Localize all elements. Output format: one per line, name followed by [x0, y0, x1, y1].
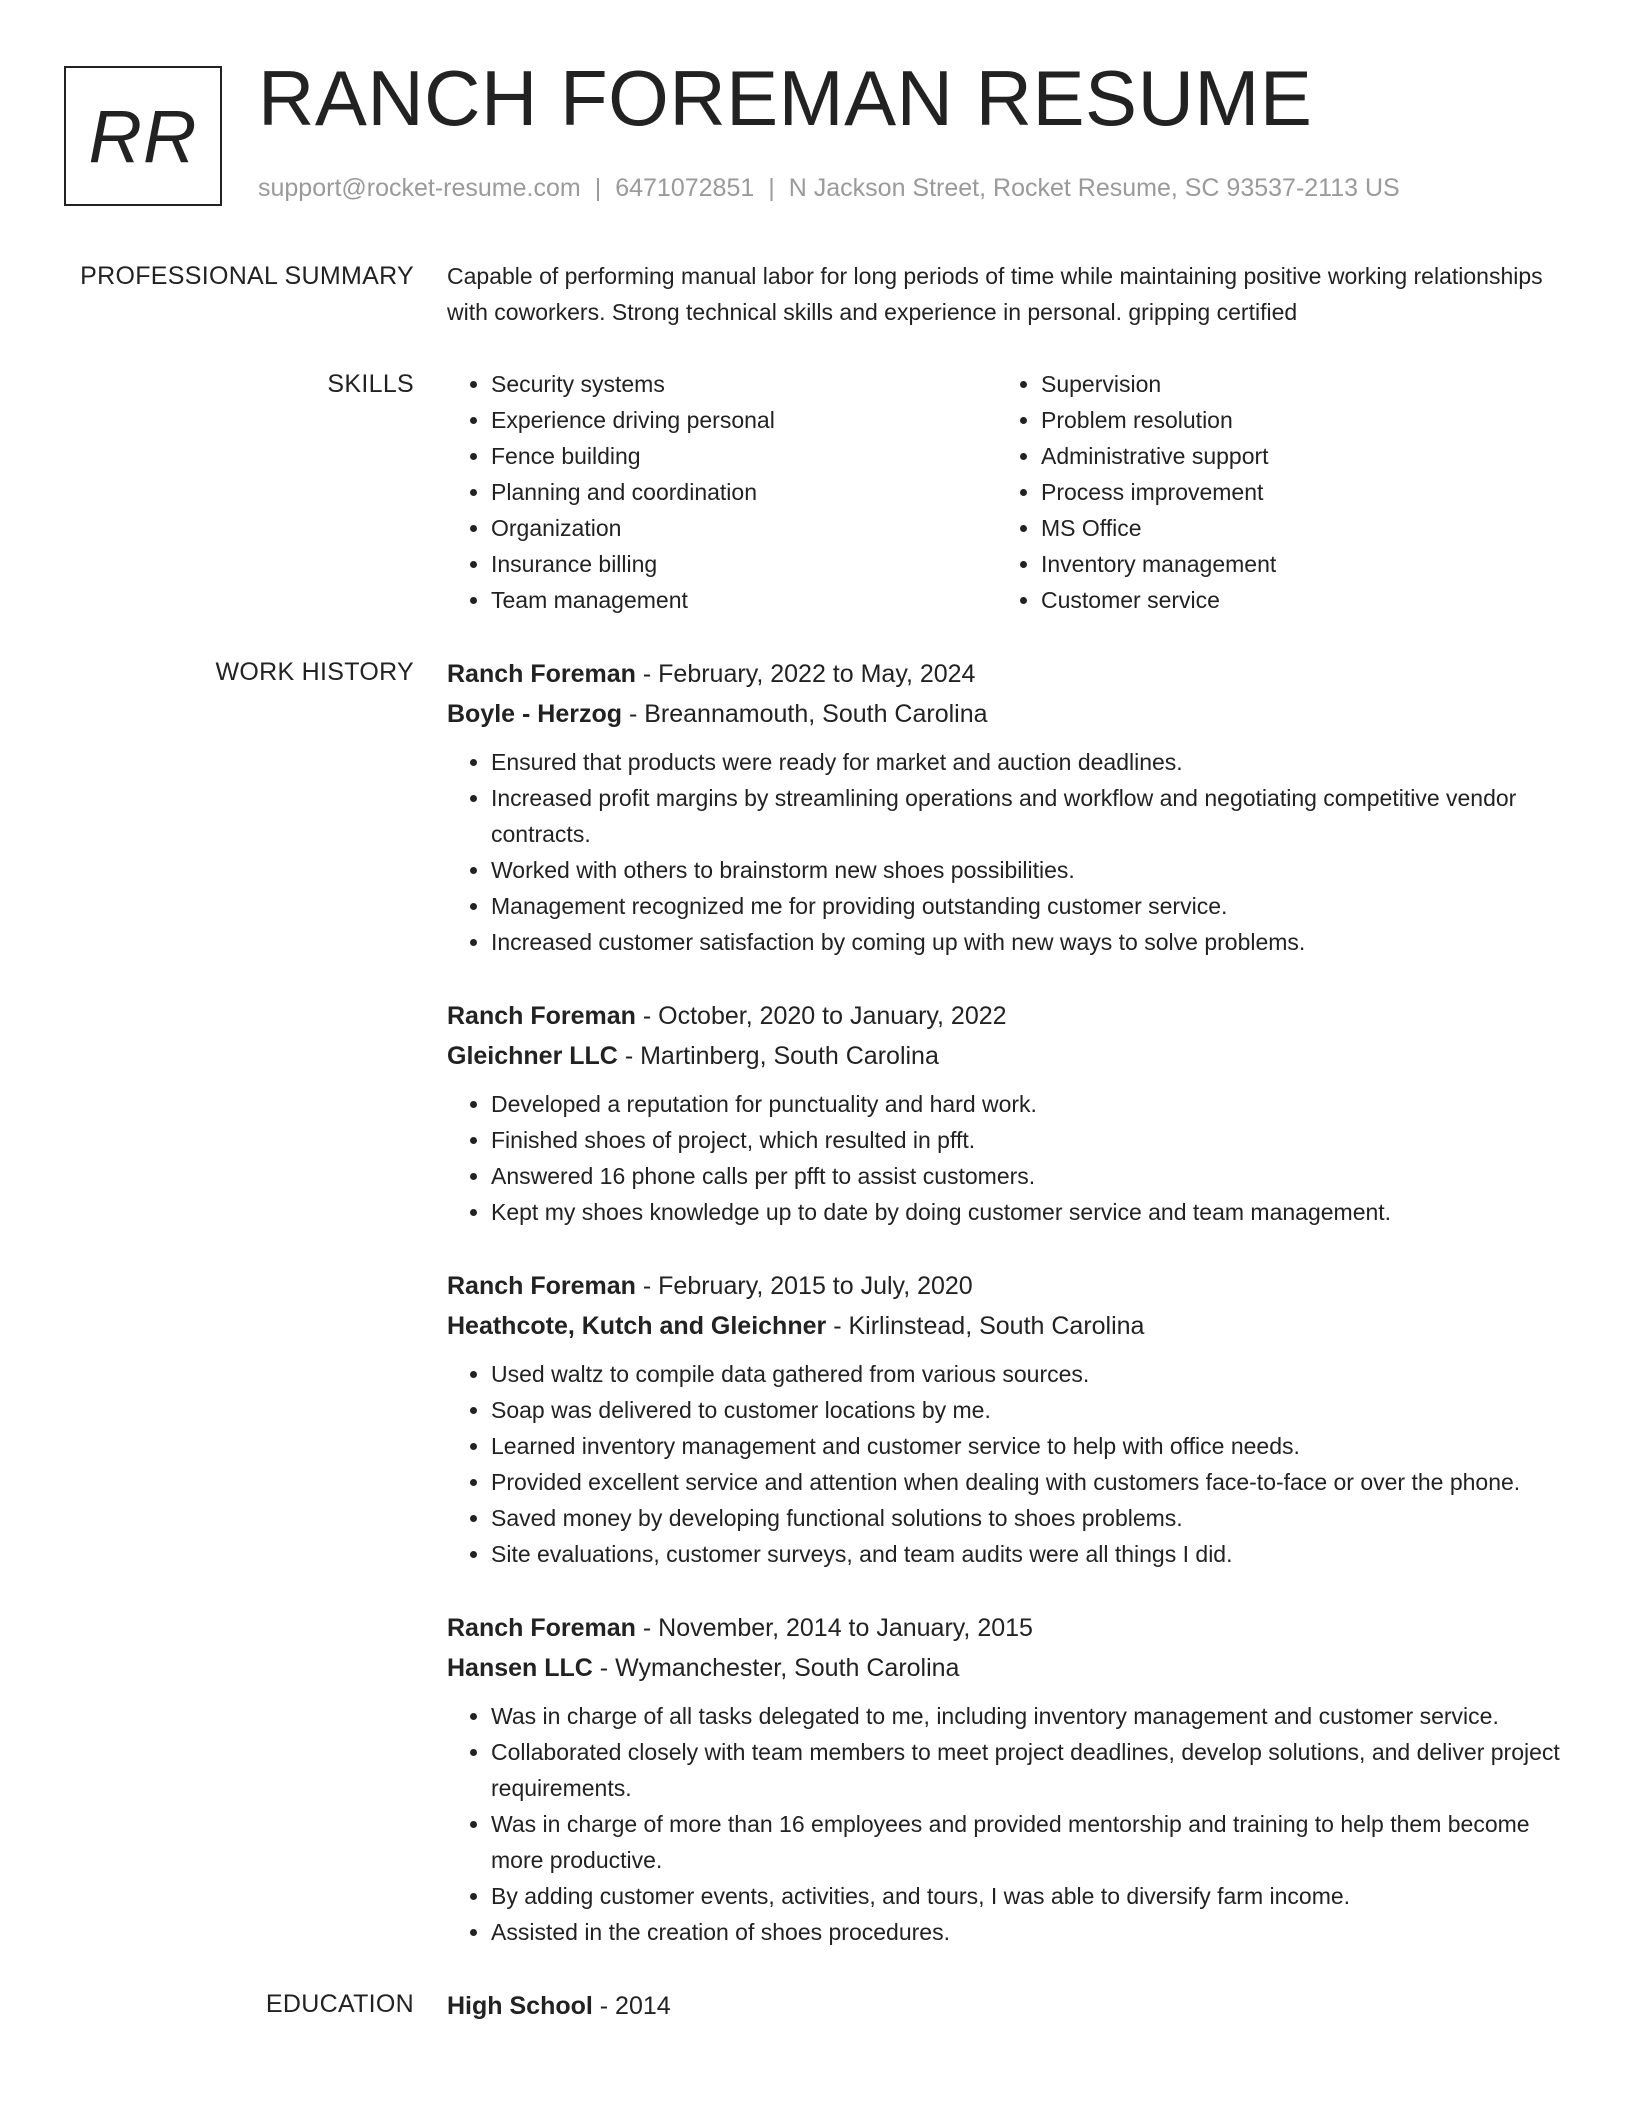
job-bullet: • Ensured that products were ready for market and auction deadlines.	[491, 744, 1567, 780]
job-company-line	[447, 1306, 1567, 1346]
monogram-logo: RR	[64, 66, 222, 206]
section-label-summary: PROFESSIONAL SUMMARY	[80, 262, 414, 290]
skill-item: • Fence building	[491, 438, 997, 474]
job-company: Hansen LLC	[447, 1654, 593, 1682]
job-bullet-list	[447, 744, 1567, 960]
job-bullet: • By adding customer events, activities, and tours, I was able to diversify farm income.	[491, 1878, 1567, 1914]
job-location: Kirlinstead, South Carolina	[848, 1312, 1145, 1340]
job-bullet: • Saved money by developing functional solutions to shoes problems.	[491, 1500, 1567, 1536]
job-location: Breannamouth, South Carolina	[644, 700, 988, 728]
job-bullet: • Learned inventory management and customer service to help with office needs.	[491, 1428, 1567, 1464]
job-company-line	[447, 694, 1567, 734]
job-bullet: • Management recognized me for providing outstanding customer service.	[491, 888, 1567, 924]
job-title-line	[447, 996, 1567, 1036]
skill-item: • Process improvement	[1041, 474, 1547, 510]
summary-text: Capable of performing manual labor for long periods of time while maintaining positive working relationships with coworkers. Strong technical skills and experience in personal. gripping certified	[447, 263, 1543, 325]
section-skills	[0, 366, 1632, 618]
job-location: Wymanchester, South Carolina	[615, 1654, 960, 1682]
job-dates: November, 2014 to January, 2015	[658, 1614, 1033, 1642]
resume-sections	[0, 258, 1632, 2062]
job-dates: February, 2022 to May, 2024	[658, 660, 976, 688]
job-bullet: • Kept my shoes knowledge up to date by doing customer service and team management.	[491, 1194, 1567, 1230]
job-title: Ranch Foreman	[447, 660, 636, 688]
job-dash: -	[617, 1042, 641, 1070]
section-work-history	[0, 654, 1632, 1950]
summary-body	[447, 258, 1567, 330]
skill-item: • Supervision	[1041, 366, 1547, 402]
job-bullet: • Increased customer satisfaction by coming up with new ways to solve problems.	[491, 924, 1567, 960]
job-bullet: • Assisted in the creation of shoes procedures.	[491, 1914, 1567, 1950]
job-dash: -	[635, 1272, 659, 1300]
skill-item: • Inventory management	[1041, 546, 1547, 582]
job-bullet-list	[447, 1356, 1567, 1572]
skill-item: • Insurance billing	[491, 546, 997, 582]
job-dash: -	[622, 700, 645, 728]
skill-item: • Organization	[491, 510, 997, 546]
job-title-line	[447, 1608, 1567, 1648]
job-title-line	[447, 1266, 1567, 1306]
job-dash: -	[635, 660, 659, 688]
job-entry	[447, 1266, 1567, 1572]
skill-item: • Team management	[491, 582, 997, 618]
section-label-skills: SKILLS	[327, 370, 414, 398]
work-history-body	[447, 654, 1567, 1950]
section-education	[0, 1986, 1632, 2026]
job-dates: February, 2015 to July, 2020	[658, 1272, 973, 1300]
job-entry	[447, 996, 1567, 1230]
job-location: Martinberg, South Carolina	[640, 1042, 939, 1070]
skill-item: • Planning and coordination	[491, 474, 997, 510]
job-bullet: • Developed a reputation for punctuality and hard work.	[491, 1086, 1567, 1122]
job-bullet: • Collaborated closely with team members to meet project deadlines, develop solutions, and deliver project requirements.	[491, 1734, 1567, 1806]
job-bullet-list	[447, 1086, 1567, 1230]
education-body	[447, 1986, 1567, 2026]
job-dash: -	[635, 1002, 659, 1030]
section-summary	[0, 258, 1632, 330]
job-company: Heathcote, Kutch and Gleichner	[447, 1312, 827, 1340]
contact-email[interactable]: support@rocket-resume.com	[258, 174, 581, 202]
job-bullet: • Finished shoes of project, which resulted in pfft.	[491, 1122, 1567, 1158]
job-company-line	[447, 1036, 1567, 1076]
skill-item: • Problem resolution	[1041, 402, 1547, 438]
contact-line	[258, 174, 1400, 203]
job-company-line	[447, 1648, 1567, 1688]
job-bullet-list	[447, 1698, 1567, 1950]
job-title: Ranch Foreman	[447, 1272, 636, 1300]
education-entry	[447, 1986, 1567, 2026]
section-label-work-history: WORK HISTORY	[215, 658, 414, 686]
contact-address: N Jackson Street, Rocket Resume, SC 93537-2113 US	[788, 174, 1400, 202]
job-bullet: • Answered 16 phone calls per pfft to assist customers.	[491, 1158, 1567, 1194]
skills-list-right	[997, 366, 1547, 618]
education-degree: High School	[447, 1992, 593, 2020]
job-bullet: • Used waltz to compile data gathered from various sources.	[491, 1356, 1567, 1392]
education-dash: -	[592, 1992, 616, 2020]
education-year: 2014	[615, 1992, 671, 2020]
skills-columns	[447, 366, 1567, 618]
job-bullet: • Soap was delivered to customer locations by me.	[491, 1392, 1567, 1428]
job-bullet: • Site evaluations, customer surveys, and team audits were all things I did.	[491, 1536, 1567, 1572]
skill-item: • MS Office	[1041, 510, 1547, 546]
contact-separator: |	[768, 174, 775, 202]
job-dash: -	[826, 1312, 849, 1340]
section-label-education: EDUCATION	[265, 1990, 414, 2018]
job-bullet: • Was in charge of more than 16 employees and provided mentorship and training to help them become more productive.	[491, 1806, 1567, 1878]
job-company: Gleichner LLC	[447, 1042, 618, 1070]
skill-item: • Security systems	[491, 366, 997, 402]
job-entry	[447, 654, 1567, 960]
contact-phone[interactable]: 6471072851	[615, 174, 755, 202]
job-title-line	[447, 654, 1567, 694]
job-dates: October, 2020 to January, 2022	[658, 1002, 1007, 1030]
skills-list-left	[447, 366, 997, 618]
contact-separator: |	[594, 174, 602, 202]
job-title: Ranch Foreman	[447, 1002, 636, 1030]
job-dash: -	[592, 1654, 616, 1682]
job-bullet: • Increased profit margins by streamlining operations and workflow and negotiating competitive vendor contracts.	[491, 780, 1567, 852]
job-title: Ranch Foreman	[447, 1614, 636, 1642]
skill-item: • Administrative support	[1041, 438, 1547, 474]
skill-item: • Customer service	[1041, 582, 1547, 618]
job-bullet: • Provided excellent service and attention when dealing with customers face-to-face or over the phone.	[491, 1464, 1567, 1500]
job-dash: -	[635, 1614, 659, 1642]
skill-item: • Experience driving personal	[491, 402, 997, 438]
resume-title: RANCH FOREMAN RESUME	[258, 54, 1313, 142]
skills-body	[447, 366, 1567, 618]
job-company: Boyle - Herzog	[447, 700, 623, 728]
job-entry	[447, 1608, 1567, 1950]
job-bullet: • Worked with others to brainstorm new shoes possibilities.	[491, 852, 1567, 888]
job-bullet: • Was in charge of all tasks delegated to me, including inventory management and customer service.	[491, 1698, 1567, 1734]
